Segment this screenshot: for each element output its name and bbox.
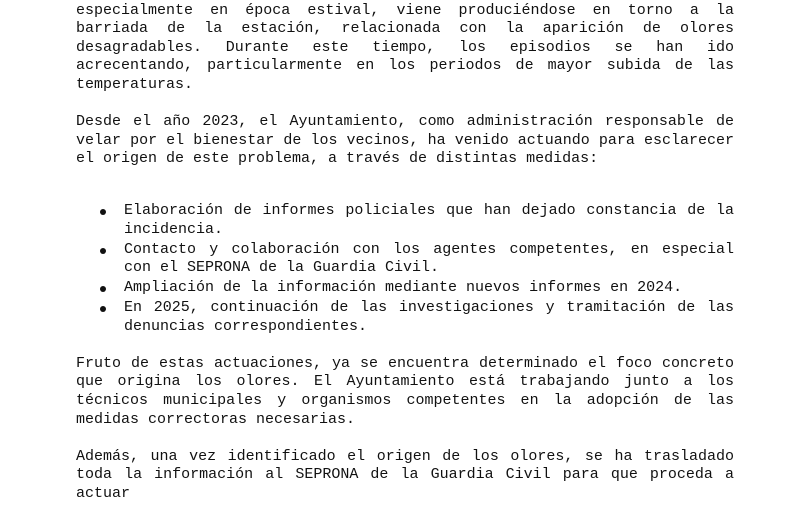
bullet-icon — [100, 209, 106, 215]
list-item-text: Contacto y colaboración con los agentes competentes, en especial con el SEPRONA de la Guardia Civil. — [124, 240, 734, 277]
bullet-icon — [100, 286, 106, 292]
paragraph-results: Fruto de estas actuaciones, ya se encuentra determinado el foco concreto que origina los olores. El Ayuntamiento está trabajando junto a los técnicos municipales y organismos competentes en la adopción de las medidas correctoras necesarias. — [76, 354, 734, 428]
list-item-text: Elaboración de informes policiales que han dejado constancia de la incidencia. — [124, 201, 734, 238]
list-item — [76, 299, 734, 336]
list-item-text: En 2025, continuación de las investigaciones y tramitación de las denuncias correspondientes. — [124, 299, 734, 335]
paragraph-situation: especialmente en época estival, viene produciéndose en torno a la barriada de la estación, relacionada con la aparición de olores desagradables. Durante este tiempo, los episodios se han ido acrecentando, particularmente en los periodos de mayor subida de las temperaturas. — [76, 1, 734, 93]
paragraph-seprona: Además, una vez identificado el origen de los olores, se ha trasladado toda la información al SEPRONA de la Guardia Civil para que proceda a actuar — [76, 447, 734, 503]
paragraph-measures-intro: Desde el año 2023, el Ayuntamiento, como administración responsable de velar por el bienestar de los vecinos, ha venido actuando para esclarecer el origen de este problema, a través de distintas medidas: — [76, 113, 734, 168]
list-item — [76, 279, 734, 298]
document-page — [76, 0, 734, 522]
list-item-text: Ampliación de la información mediante nuevos informes en 2024. — [124, 279, 683, 297]
bullet-icon — [100, 248, 106, 254]
list-item — [76, 202, 734, 239]
list-item — [76, 241, 734, 278]
bullet-icon — [100, 306, 106, 312]
measures-list — [76, 202, 734, 336]
